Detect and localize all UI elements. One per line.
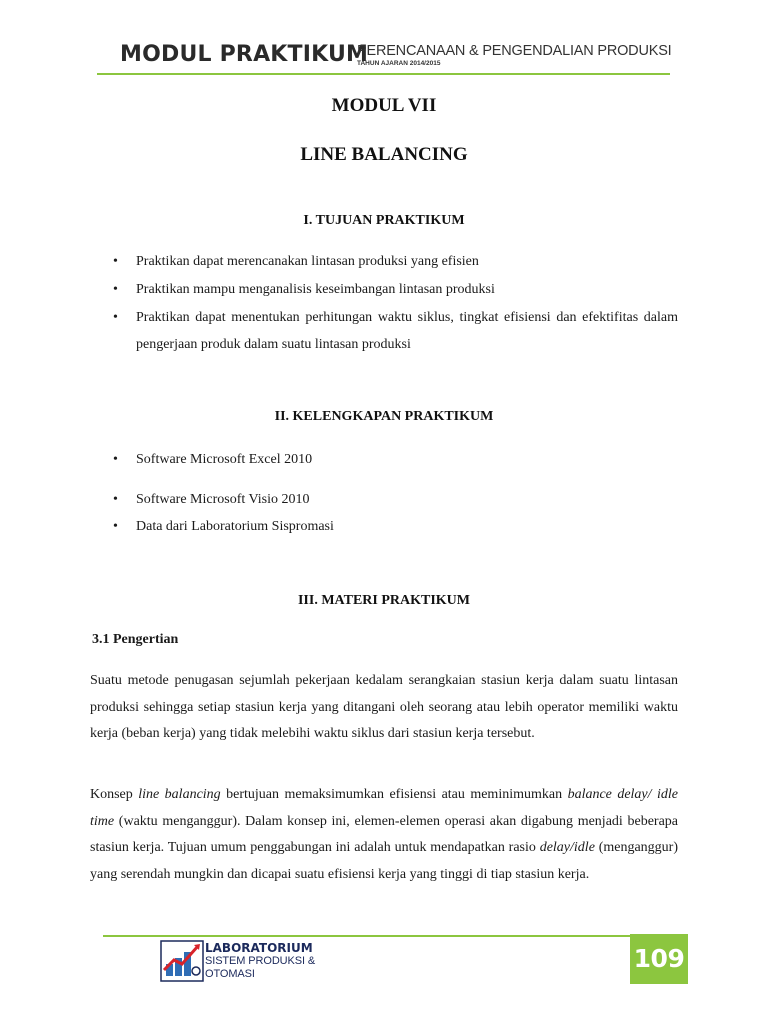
paragraph-definition: Suatu metode penugasan sejumlah pekerjaan kedalam serangkaian stasiun kerja dalam suatu lintasan produksi sehingga setiap stasiun kerja yang ditangani oleh seorang atau lebih operator memiliki waktu kerja (beban kerja) yang tidak melebihi waktu siklus dari stasiun kerja tersebut. bbox=[90, 673, 678, 741]
lab-name-line-1: SISTEM PRODUKSI & bbox=[205, 955, 316, 967]
header-title: MODUL PRAKTIKUM bbox=[120, 42, 369, 67]
bullet-icon: • bbox=[113, 519, 118, 534]
header-academic-year: TAHUN AJARAN 2014/2015 bbox=[357, 60, 441, 67]
list-item: • Praktikan dapat merencanakan lintasan produksi yang efisien bbox=[113, 248, 678, 275]
lab-name-line-2: OTOMASI bbox=[205, 968, 255, 980]
bullet-icon: • bbox=[113, 310, 118, 325]
page-header bbox=[120, 42, 680, 72]
module-title: LINE BALANCING bbox=[300, 144, 468, 165]
list-item: • Praktikan dapat menentukan perhitungan waktu siklus, tingkat efisiensi dan efektifitas dalam pengerjaan produk dalam suatu lintasan produksi bbox=[113, 304, 678, 358]
bullet-icon: • bbox=[113, 282, 118, 297]
list-item: • Data dari Laboratorium Sispromasi bbox=[113, 513, 678, 540]
subsection-heading: 3.1 Pengertian bbox=[92, 632, 179, 647]
list-item: • Praktikan mampu menganalisis keseimbangan lintasan produksi bbox=[113, 276, 678, 303]
page-number: 109 bbox=[630, 934, 688, 984]
list-item: • Software Microsoft Visio 2010 bbox=[113, 486, 678, 513]
section-heading-kelengkapan: II. KELENGKAPAN PRAKTIKUM bbox=[274, 409, 494, 424]
paragraph-concept: Konsep line balancing bertujuan memaksimumkan efisiensi atau meminimumkan balance delay/ idle time (waktu menganggur). Dalam konsep ini, elemen-elemen operasi akan digabung menjadi beberapa stasiun kerja. Tujuan umum penggabungan ini adalah untuk mendapatkan rasio delay/idle (menganggur) yang serendah mungkin dan dicapai suatu efisiensi kerja yang tinggi di tiap stasiun kerja. bbox=[90, 787, 679, 882]
bullet-icon: • bbox=[113, 492, 118, 507]
header-subject: PERENCANAAN & PENGENDALIAN PRODUKSI bbox=[357, 43, 672, 59]
section-heading-tujuan: I. TUJUAN PRAKTIKUM bbox=[303, 213, 465, 228]
module-number: MODUL VII bbox=[331, 95, 437, 116]
bullet-icon: • bbox=[113, 254, 118, 269]
lab-name: LABORATORIUM bbox=[205, 941, 313, 955]
section-heading-materi: III. MATERI PRAKTIKUM bbox=[297, 593, 471, 608]
header-divider bbox=[97, 73, 670, 75]
bullet-icon: • bbox=[113, 452, 118, 467]
laboratory-logo-icon bbox=[160, 940, 204, 982]
list-item: • Software Microsoft Excel 2010 bbox=[113, 446, 678, 473]
footer-divider bbox=[103, 935, 630, 937]
